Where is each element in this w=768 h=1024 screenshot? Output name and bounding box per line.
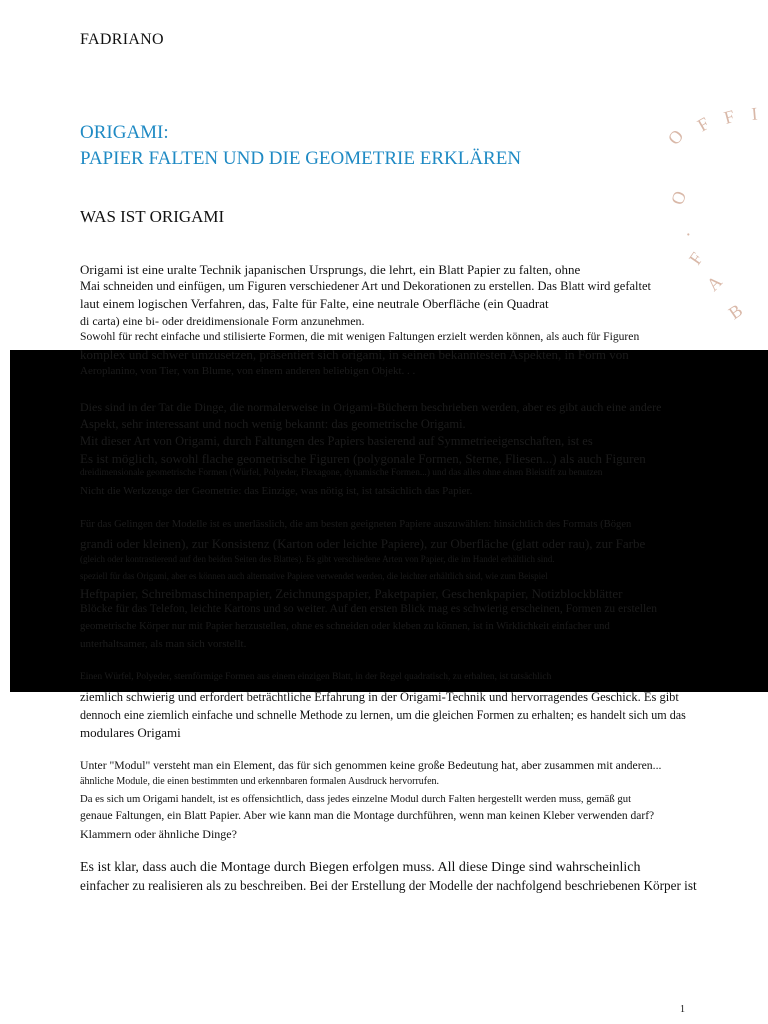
watermark-letter: F: [684, 248, 708, 269]
text-line: Klammern oder ähnliche Dinge?: [80, 827, 237, 841]
text-line: Sowohl für recht einfache und stilisierte Formen, die mit wenigen Faltungen erzielt werden können, als auch für Figuren: [80, 330, 640, 343]
watermark-letter: ·: [678, 226, 699, 242]
text-line: ziemlich schwierig und erfordert beträchtliche Erfahrung in der Origami-Technik und hervorragendes Geschick. Es gibt: [80, 690, 679, 704]
text-line: di carta) eine bi- oder dreidimensionale Form anzunehmen.: [80, 314, 365, 328]
title-line-1: ORIGAMI:: [80, 122, 169, 143]
redacted-line: Blöcke für das Telefon, leichte Kartons und so weiter. Auf den ersten Blick mag es schwierig erscheinen, Formen zu erstellen: [80, 603, 658, 615]
redacted-line: Mit dieser Art von Origami, durch Faltungen des Papiers basierend auf Symmetrieeigenschaften, ist es: [80, 434, 593, 448]
watermark-letter: O: [666, 188, 691, 208]
watermark-arc: [663, 103, 768, 348]
redacted-line: Nicht die Werkzeuge der Geometrie: das Einzige, was nötig ist, ist tatsächlich das Papier.: [80, 485, 473, 497]
redacted-line: (gleich oder kontrastierend auf den beiden Seiten des Blattes). Es gibt verschiedene Arten von Papier, die im Handel erhältlich sind.: [80, 554, 555, 564]
redacted-line: komplex und schwer umzusetzen, präsentiert sich origami, in seinen bekanntesten Aspekten, in Form von: [80, 347, 629, 362]
watermark-letter: A: [702, 271, 727, 295]
redacted-line: Für das Gelingen der Modelle ist es unerlässlich, die am besten geeigneten Papiere auszuwählen: hinsichtlich des Formats (Bögen: [80, 519, 632, 530]
watermark-letter: O: [663, 125, 688, 149]
redacted-line: Aeroplanino, von Tier, von Blume, von einem anderen beliebigen Objekt. . .: [80, 365, 416, 377]
text-line: dennoch eine ziemlich einfache und schnelle Methode zu lernen, um die gleichen Formen zu erhalten; es handelt sich um das: [80, 708, 686, 722]
watermark-letter: F: [721, 105, 737, 128]
redacted-line: Es ist möglich, sowohl flache geometrische Figuren (polygonale Formen, Sterne, Fliesen...) als auch Figuren: [80, 451, 646, 466]
text-line: Unter "Modul" versteht man ein Element, das für sich genommen keine große Bedeutung hat, aber zusammen mit anderen...: [80, 759, 662, 772]
redacted-line: unterhaltsamer, als man sich vorstellt.: [80, 638, 247, 650]
redacted-line: Einen Würfel, Polyeder, sternförmige Formen aus einem einzigen Blatt, in der Regel quadratisch, zu erhalten, ist tatsächlich: [80, 672, 552, 682]
watermark-letter: I: [750, 103, 759, 124]
text-line: Mai schneiden und einfügen, um Figuren verschiedener Art und Dekorationen zu erstellen. Das Blatt wird gefaltet: [80, 279, 652, 293]
section-heading: WAS IST ORIGAMI: [80, 207, 225, 226]
redacted-line: grandi oder kleinen), zur Konsistenz (Karton oder leichte Papiere), zur Oberfläche (glatt oder rau), zur Farbe: [80, 536, 646, 551]
text-line: einfacher zu realisieren als zu beschreiben. Bei der Erstellung der Modelle der nachfolgend beschriebenen Körper ist: [80, 878, 697, 893]
redacted-line: Heftpapier, Schreibmaschinenpapier, Zeichnungspapier, Paketpapier, Geschenkpapier, Notizblockblätter: [80, 586, 623, 601]
redacted-line: Dies sind in der Tat die Dinge, die normalerweise in Origami-Büchern beschrieben werden, aber es gibt auch eine andere: [80, 400, 662, 414]
text-line: genaue Faltungen, ein Blatt Papier. Aber wie kann man die Montage durchführen, wenn man keinen Kleber verwenden darf?: [80, 810, 655, 822]
text-line: Es ist klar, dass auch die Montage durch Biegen erfolgen muss. All diese Dinge sind wahrscheinlich: [80, 860, 641, 875]
title-line-2: PAPIER FALTEN UND DIE GEOMETRIE ERKLÄREN: [80, 148, 522, 169]
page-title: [80, 120, 521, 172]
page-number: 1: [680, 1004, 685, 1015]
redacted-line: speziell für das Origami, aber es können auch alternative Papiere verwendet werden, die leichter erhältlich sind, wie zum Beispiel: [80, 571, 548, 581]
redacted-line: Aspekt, sehr interessant und noch wenig bekannt: das geometrische Origami.: [80, 417, 466, 431]
text-line: ähnliche Module, die einen bestimmten und erkennbaren formalen Ausdruck hervorrufen.: [80, 776, 440, 787]
brand-header: FADRIANO: [80, 31, 164, 48]
text-line: laut einem logischen Verfahren, das, Falte für Falte, eine neutrale Oberfläche (ein Quadrat: [80, 296, 549, 311]
text-line: Origami ist eine uralte Technik japanischen Ursprungs, die lehrt, ein Blatt Papier zu falten, ohne: [80, 262, 581, 277]
text-line: Da es sich um Origami handelt, ist es offensichtlich, dass jedes einzelne Modul durch Falten hergestellt werden muss, gemäß gut: [80, 793, 632, 805]
redacted-line: dreidimensionale geometrische Formen (Würfel, Polyeder, Flexagone, dynamische Formen...) und das alles ohne einen Bleistift zu benutzen: [80, 468, 603, 478]
watermark-letter: F: [694, 113, 713, 136]
watermark-letter: B: [724, 300, 747, 324]
redacted-line: geometrische Körper nur mit Papier herzustellen, ohne es schneiden oder kleben zu können, ist in Wirklichkeit einfacher und: [80, 621, 610, 632]
text-line: modulares Origami: [80, 725, 181, 740]
